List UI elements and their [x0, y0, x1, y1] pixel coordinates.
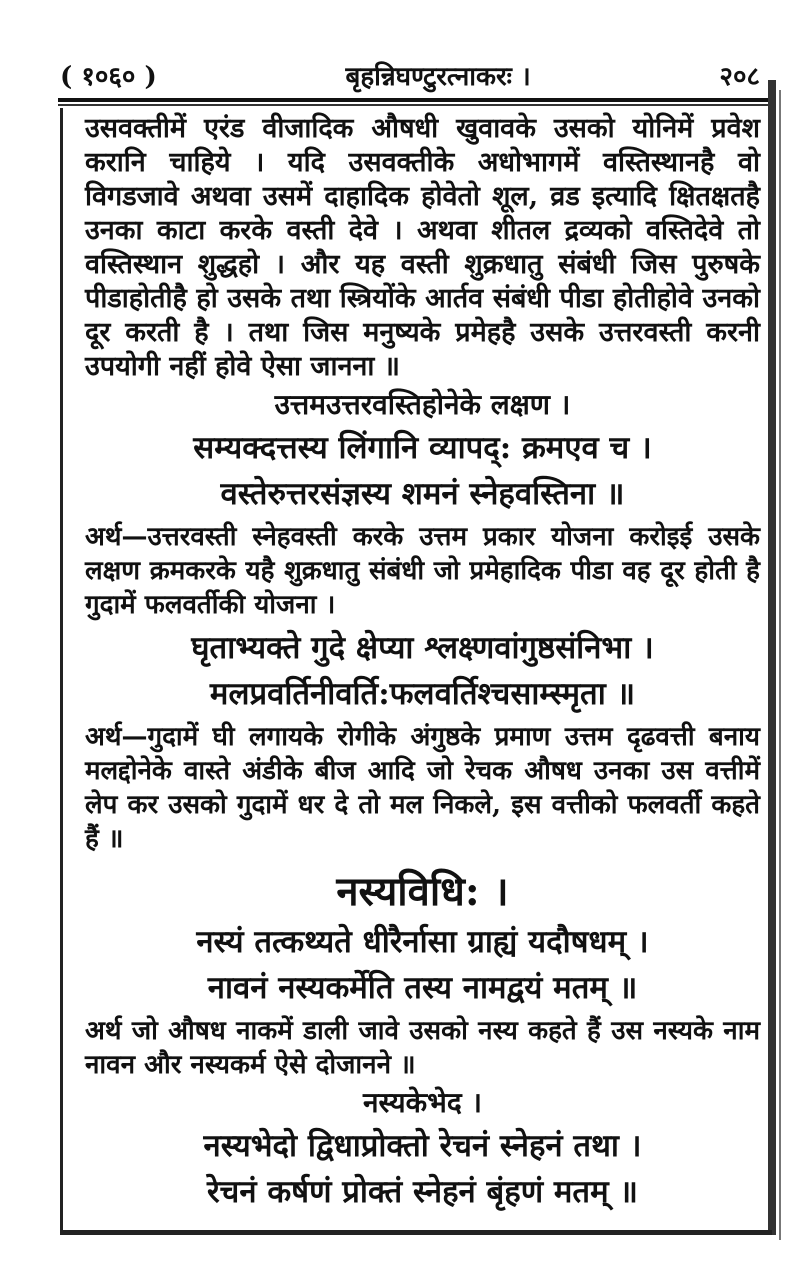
verse-line: नस्यं तत्कथ्यते धीरैर्नासा ग्राह्यं यदौषधम् ।	[196, 924, 649, 960]
verse-line: रेचनं कर्षणं प्रोक्तं स्नेहनं बृंहणं मतम् ॥	[206, 1174, 639, 1210]
section-title: उत्तमउत्तरवस्तिहोनेके लक्षण ।	[274, 388, 571, 421]
section-title: नस्यकेभेद ।	[362, 1086, 483, 1119]
commentary: अर्थ—उत्तरवस्ती स्नेहवस्ती करके उत्तम प्रकार योजना करोइई उसके लक्षण क्रमकरके यहै शुक्रधातु संबंधी जो प्रमेहादिक पीडा वह दूर होती है गुदामें फलवर्तीकी योजना ।	[85, 522, 760, 620]
page-number: ( १०६० )	[60, 62, 157, 92]
bottom-rule	[60, 1230, 772, 1235]
commentary: अर्थ—गुदामें घी लगायके रोगीके अंगुष्ठके प्रमाण उत्तम दृढवत्ती बनाय मलद्दोनेके वास्ते अंडीके बीज आदि जो रेचक औषध उनका उस वत्तीमें लेप कर उसको गुदामें धर दे तो मल निकले, इस वत्तीको फलवर्ती कहते हैं ॥	[85, 722, 760, 854]
verse-line: नावनं नस्यकर्मेति तस्य नामद्वयं मतम् ॥	[207, 970, 638, 1006]
header-rule-thin	[58, 104, 770, 106]
left-margin-rule	[60, 108, 63, 1233]
right-margin-rule-thin	[779, 90, 781, 1240]
folio-number: २०८	[719, 62, 760, 92]
section-heading: नस्यविधि: ।	[336, 868, 509, 915]
running-title: बृहन्निघण्टुरत्नाकरः ।	[345, 62, 531, 92]
verse-line: नस्यभेदो द्विधाप्रोक्तो रेचनं स्नेहनं तथा ।	[203, 1128, 642, 1164]
right-margin-rule	[768, 80, 776, 1235]
commentary: अर्थ जो औषध नाकमें डाली जावे उसको नस्य कहते हैं उस नस्यके नाम नावन और नस्यकर्म ऐसे दोजानने ॥	[85, 1016, 760, 1080]
verse-line: घृताभ्यक्ते गुदे क्षेप्या श्लक्ष्णवांगुष्ठसंनिभा ।	[191, 630, 654, 666]
page-header	[60, 55, 760, 95]
page-body	[85, 112, 760, 1218]
verse-line: सम्यक्दत्तस्य लिंगानि व्यापद्: क्रमएव च ।	[193, 430, 652, 466]
header-rule	[58, 98, 770, 102]
verse-line: मलप्रवर्तिनीवर्ति:फलवर्तिश्चसाम्स्मृता ॥	[209, 676, 636, 712]
paragraph: उसवक्तीमें एरंड वीजादिक औषधी खुवावके उसको योनिमें प्रवेश करानि चाहिये । यदि उसवक्तीके अधोभागमें वस्तिस्थानहै वो विगडजावे अथवा उसमें दाहादिक होवेतो शूल, व्रड इत्यादि क्षितक्षतहै उनका काटा करके वस्ती देवे । अथवा शीतल द्रव्यको वस्तिदेवे तो वस्तिस्थान शुद्धहो । और यह वस्ती शुक्रधातु संबंधी जिस पुरुषके पीडाहोतीहै हो उसके तथा स्त्रियोंके आर्तव संबंधी पीडा होतीहोवे उनको दूर करती है । तथा जिस मनुष्यके प्रमेहहै उसके उत्तरवस्ती करनी उपयोगी नहीं होवे ऐसा जानना ॥	[85, 113, 760, 382]
verse-line: वस्तेरुत्तरसंज्ञस्य शमनं स्नेहवस्तिना ॥	[220, 476, 625, 512]
